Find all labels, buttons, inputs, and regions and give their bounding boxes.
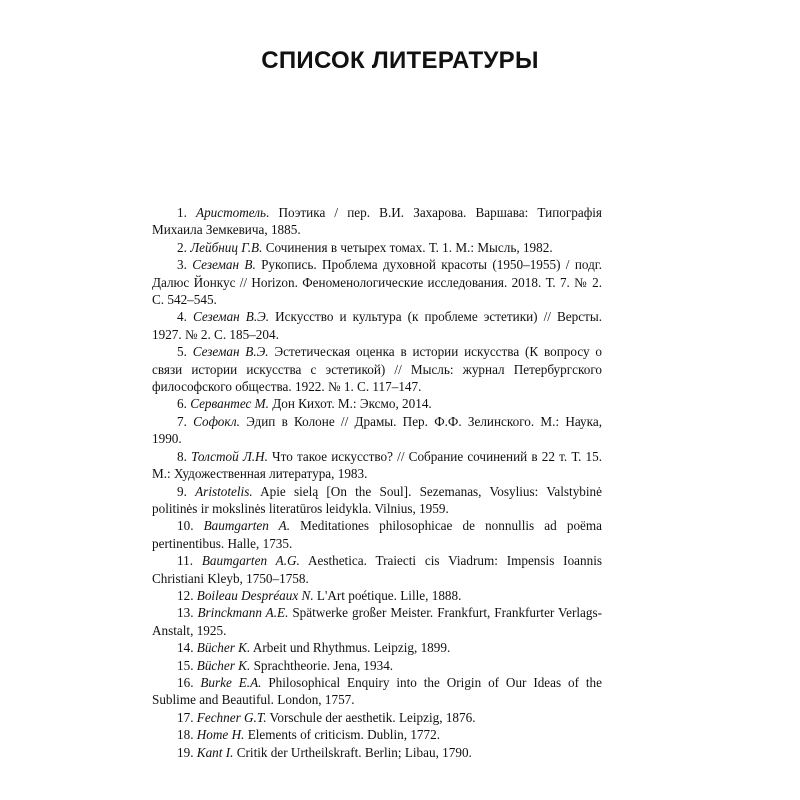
reference-number: 7. — [177, 413, 187, 429]
reference-item — [152, 517, 602, 552]
reference-text: . Поэтика / пер. В.И. Захарова. Варшава: Типографія Михаила Земкевича, 1885. — [152, 205, 602, 238]
reference-author: Лейбниц Г.В. — [190, 239, 263, 255]
reference-author: Сеземан В. — [192, 257, 256, 273]
reference-text: Сочинения в четырех томах. Т. 1. М.: Мысль, 1982. — [262, 239, 553, 255]
reference-author: Boileau Despréaux N. — [196, 587, 314, 603]
reference-item — [152, 674, 602, 709]
reference-text: Vorschule der aesthetik. Leipzig, 1876. — [266, 709, 476, 725]
reference-number: 19. — [177, 744, 194, 760]
reference-text: Meditationes philosophicae de nonnullis ad poёma pertinentibus. Halle, 1735. — [152, 518, 603, 551]
reference-author: Bücher K. — [196, 640, 251, 656]
reference-text: Эдип в Колоне // Драмы. Пер. Ф.Ф. Зелинского. М.: Наука, 1990. — [152, 413, 603, 447]
reference-text: Sprachtheorie. Jena, 1934. — [250, 657, 394, 673]
reference-text: Искусство и культура (к проблеме эстетики) // Версты. 1927. № 2. С. 185–204. — [152, 309, 602, 342]
reference-item — [152, 709, 602, 726]
reference-author: Bücher K. — [196, 657, 251, 673]
reference-author: Baumgarten A. — [203, 518, 291, 534]
reference-item — [152, 256, 602, 308]
page-title: СПИСОК ЛИТЕРАТУРЫ — [261, 47, 539, 74]
reference-number: 5. — [177, 344, 187, 360]
reference-item — [152, 726, 602, 743]
reference-item — [152, 395, 602, 412]
reference-item — [152, 639, 602, 656]
reference-item — [152, 239, 602, 256]
reference-item — [152, 604, 602, 639]
reference-text: Apie sielą [On the Soul]. Sezemanas, Vosylius: Valstybinė politinės ir mokslinės literatūros leidykla. Vilnius, 1959. — [152, 483, 602, 516]
reference-item — [152, 587, 602, 604]
reference-author: Home H. — [196, 727, 245, 743]
reference-item — [152, 483, 602, 518]
reference-item — [152, 744, 602, 761]
reference-item — [152, 204, 602, 239]
reference-author: Fechner G.T. — [196, 709, 267, 725]
reference-text: Что такое искусство? // Собрание сочинений в 22 т. Т. 15. М.: Художественная литература, 1983. — [152, 448, 603, 482]
reference-number: 15. — [177, 657, 194, 673]
reference-item — [152, 448, 602, 483]
reference-text: Дон Кихот. М.: Эксмо, 2014. — [268, 396, 432, 412]
reference-number: 1. — [177, 205, 187, 220]
reference-text: Critik der Urtheilskraft. Berlin; Libau, 1790. — [233, 744, 472, 760]
reference-text: Aesthetica. Traiecti cis Viadrum: Impensis Ioannis Christiani Kleyb, 1750–1758. — [152, 553, 602, 586]
reference-text: L'Art poétique. Lille, 1888. — [313, 587, 462, 603]
reference-number: 12. — [177, 587, 194, 603]
reference-item — [152, 552, 602, 587]
reference-number: 14. — [177, 640, 194, 656]
reference-author: Brinckmann A.E. — [197, 605, 289, 621]
reference-number: 18. — [177, 727, 194, 743]
reference-item — [152, 657, 602, 674]
reference-number: 3. — [177, 257, 187, 273]
reference-number: 6. — [177, 396, 187, 412]
reference-number: 4. — [177, 309, 187, 325]
reference-item — [152, 308, 602, 343]
reference-text: Arbeit und Rhythmus. Leipzig, 1899. — [250, 640, 451, 656]
reference-number: 13. — [177, 605, 194, 621]
reference-text: Philosophical Enquiry into the Origin of Our Ideas of the Sublime and Beautiful. London, 1757. — [152, 674, 602, 708]
reference-author: Сервантес М. — [190, 396, 269, 412]
reference-author: Burke E.A. — [200, 674, 262, 690]
reference-text: Эстетическая оценка в истории искусства (К вопросу о связи истории искусства с эстетикой) // Мысль: журнал Петербургского философского общества. 1922. № 1. С. 117–147. — [152, 344, 602, 395]
reference-number: 2. — [177, 239, 187, 255]
reference-number: 9. — [177, 483, 187, 499]
reference-number: 17. — [177, 709, 194, 725]
reference-text: Spätwerke großer Meister. Frankfurt, Frankfurter Verlags-Anstalt, 1925. — [152, 605, 602, 638]
reference-author: Аристотель — [196, 205, 267, 220]
reference-number: 16. — [177, 674, 194, 690]
reference-author: Baumgarten A.G. — [201, 553, 300, 569]
reference-author: Толстой Л.Н. — [191, 448, 268, 464]
reference-author: Kant I. — [196, 744, 234, 760]
reference-text: Рукопись. Проблема духовной красоты (1950–1955) / подг. Далюс Йонкус // Horizon. Феноменологические исследования. 2018. Т. 7. № 2. С. 542–545. — [152, 257, 603, 308]
reference-author: Aristotelis. — [195, 483, 253, 499]
reference-item — [152, 343, 602, 395]
reference-text: Elements of criticism. Dublin, 1772. — [244, 727, 440, 743]
reference-number: 11. — [177, 553, 193, 569]
reference-item — [152, 413, 602, 448]
reference-author: Сеземан В.Э. — [192, 344, 269, 360]
reference-number: 10. — [177, 518, 194, 534]
reference-number: 8. — [177, 448, 187, 464]
reference-author: Сеземан В.Э. — [192, 309, 270, 325]
reference-list — [152, 204, 602, 761]
reference-author: Софокл. — [193, 413, 240, 429]
